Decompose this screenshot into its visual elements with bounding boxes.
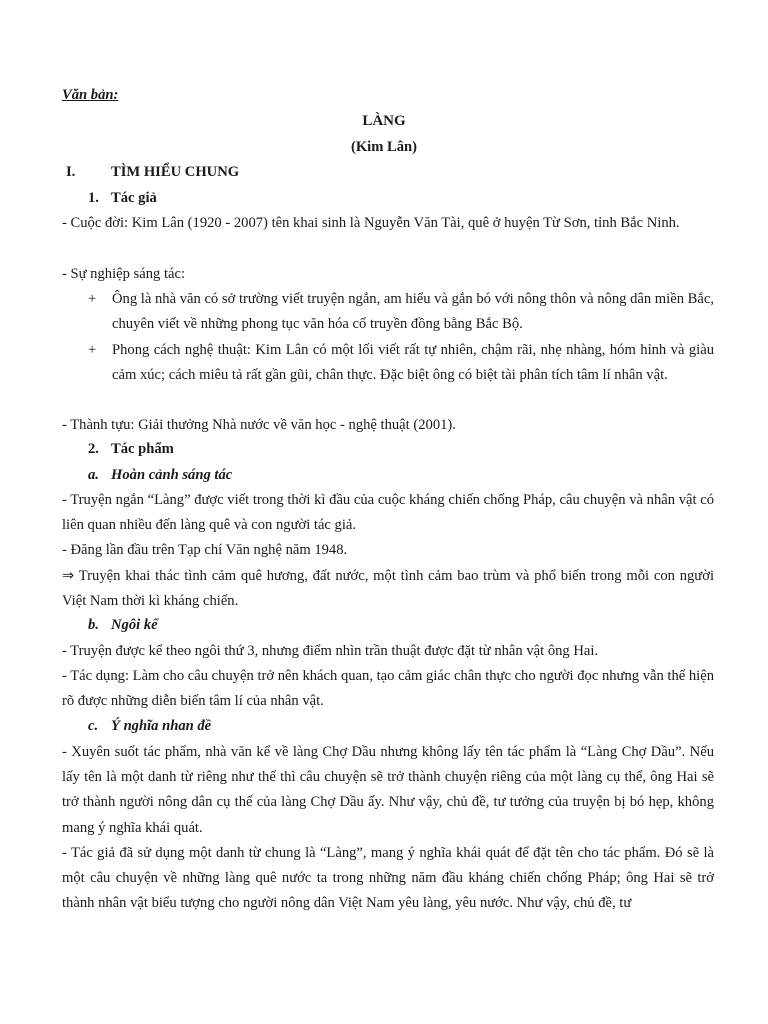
- section-1-number: I.: [66, 164, 76, 180]
- section-1-title: TÌM HIỂU CHUNG: [111, 164, 240, 180]
- paragraph-b-1: - Truyện được kể theo ngôi thứ 3, nhưng điểm nhìn trần thuật được đặt từ nhân vật ông Hai.: [62, 643, 599, 659]
- subsection-1-number: 1.: [88, 190, 99, 206]
- paragraph-cuoc-doi: - Cuộc đời: Kim Lân (1920 - 2007) tên khai sinh là Nguyễn Văn Tài, quê ở huyện Từ Sơn, tỉnh Bắc Ninh.: [62, 215, 680, 231]
- heading-a-number: a.: [88, 467, 99, 483]
- doc-title: LÀNG: [362, 113, 406, 129]
- subsection-1-title: Tác giả: [111, 190, 157, 206]
- paragraph-a-1: - Truyện ngắn “Làng” được viết trong thời kì đầu của cuộc kháng chiến chống Pháp, câu chuyện và nhân vật có liên quan nhiều đến làng quê và con người tác giả.: [62, 492, 714, 534]
- paragraph-a-3: ⇒ Truyện khai thác tình cảm quê hương, đất nước, một tình cảm bao trùm và phổ biến trong mỗi con người Việt Nam thời kì kháng chiến.: [62, 568, 714, 610]
- doc-author: (Kim Lân): [350, 139, 418, 155]
- heading-b-number: b.: [88, 617, 99, 633]
- paragraph-thanh-tuu: - Thành tựu: Giải thưởng Nhà nước về văn học - nghệ thuật (2001).: [62, 417, 456, 433]
- heading-c-title: Ý nghĩa nhan đề: [111, 718, 212, 734]
- paragraph-a-2: - Đăng lần đầu trên Tạp chí Văn nghệ năm 1948.: [62, 542, 348, 558]
- heading-a-title: Hoàn cảnh sáng tác: [111, 467, 233, 483]
- subsection-2-title: Tác phẩm: [111, 441, 174, 457]
- paragraph-su-nghiep: - Sự nghiệp sáng tác:: [62, 266, 186, 282]
- bullet-item-1: Ông là nhà văn có sở trường viết truyện ngắn, am hiểu và gắn bó với nông thôn và nông dân miền Bắc, chuyên viết về những phong tục văn hóa cổ truyền đồng bằng Bắc Bộ.: [112, 291, 714, 333]
- doc-label: Văn bản:: [62, 87, 119, 103]
- paragraph-c-1: - Xuyên suốt tác phẩm, nhà văn kể về làng Chợ Dầu nhưng không lấy tên tác phẩm là “Làng Chợ Dầu”. Nếu lấy tên là một danh từ riêng như thế thì câu chuyện sẽ trở thành chuyện riêng của một làng cụ thể, ông Hai sẽ trở thành người nông dân cụ thể của làng Chợ Dầu ấy. Như vậy, chủ đề, tư tưởng của truyện bị bó hẹp, không mang ý nghĩa khái quát.: [62, 744, 714, 836]
- bullet-mark-2: +: [88, 342, 97, 358]
- heading-c-number: c.: [88, 718, 99, 734]
- paragraph-c-2: - Tác giả đã sử dụng một danh từ chung là “Làng”, mang ý nghĩa khái quát để đặt tên cho tác phẩm. Đó sẽ là một câu chuyện về những làng quê nước ta trong những năm đầu kháng chiến chống Pháp; ông Hai sẽ trở thành nhân vật biểu tượng cho người nông dân Việt Nam yêu làng, yêu nước. Như vậy, chủ đề, tư: [62, 845, 714, 912]
- bullet-mark-1: +: [88, 291, 97, 307]
- subsection-2-number: 2.: [88, 441, 99, 457]
- paragraph-b-2: - Tác dụng: Làm cho câu chuyện trở nên khách quan, tạo cảm giác chân thực cho người đọc nhưng vẫn thể hiện rõ được những diễn biến tâm lí của nhân vật.: [62, 668, 715, 710]
- bullet-item-2: Phong cách nghệ thuật: Kim Lân có một lối viết rất tự nhiên, chậm rãi, nhẹ nhàng, hóm hỉnh và giàu cảm xúc; cách miêu tả rất gần gũi, chân thực. Đặc biệt ông có biệt tài phân tích tâm lí nhân vật.: [112, 342, 714, 384]
- heading-b-title: Ngôi kể: [111, 617, 158, 633]
